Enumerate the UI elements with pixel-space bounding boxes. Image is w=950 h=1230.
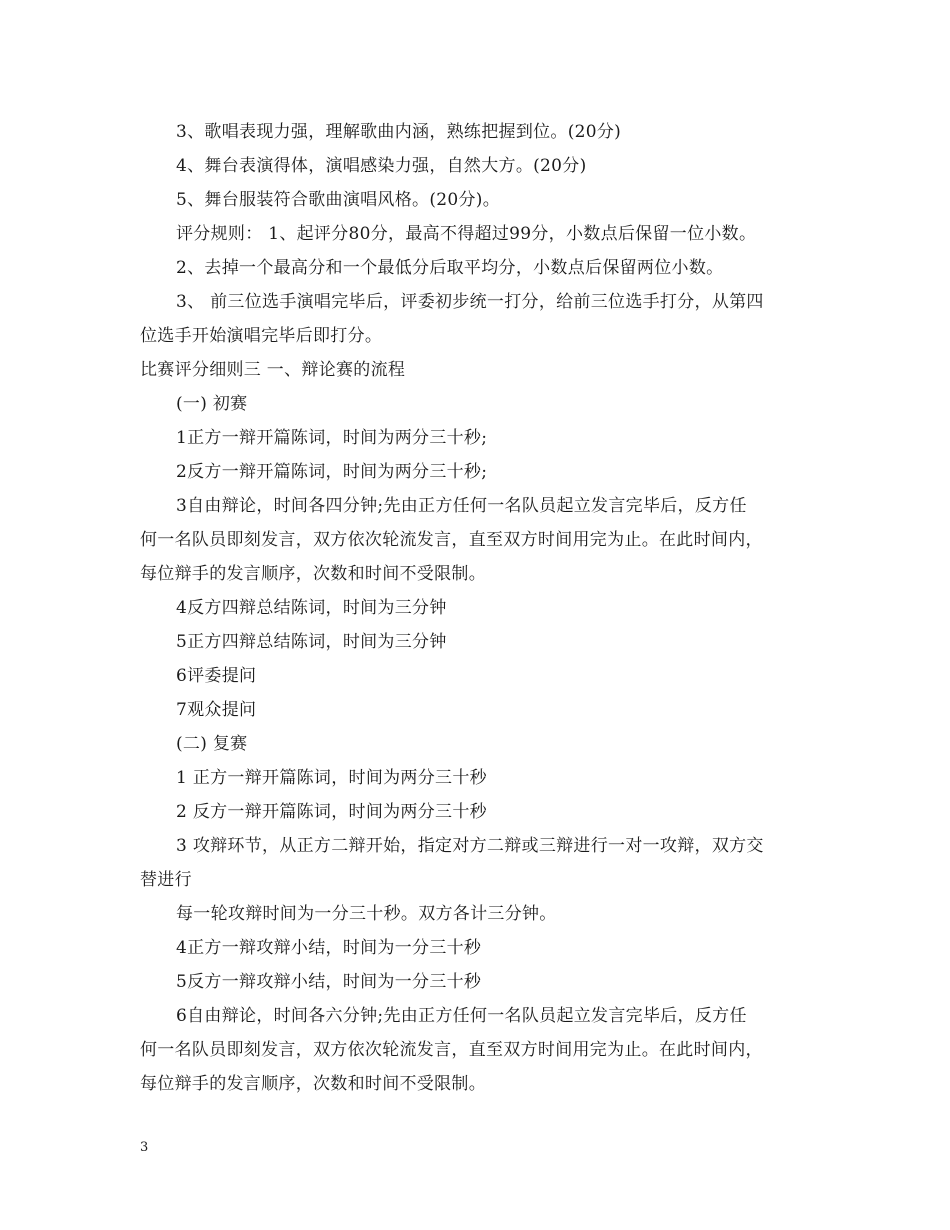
page-number: 3 bbox=[140, 1140, 149, 1155]
section-heading: 比赛评分细则三 一、辩论赛的流程 bbox=[140, 360, 406, 380]
text-line: 4反方四辩总结陈词，时间为三分钟 bbox=[176, 598, 447, 618]
subsection-heading: (二) 复赛 bbox=[176, 734, 248, 754]
text-line: 评分规则： 1、起评分80分，最高不得超过99分，小数点后保留一位小数。 bbox=[176, 224, 757, 244]
text-line: 6自由辩论，时间各六分钟;先由正方任何一名队员起立发言完毕后，反方任 bbox=[176, 1006, 747, 1026]
text-line: 3 攻辩环节，从正方二辩开始，指定对方二辩或三辩进行一对一攻辩，双方交 bbox=[176, 836, 764, 856]
text-line: 3、歌唱表现力强，理解歌曲内涵，熟练把握到位。(20分) bbox=[176, 122, 622, 142]
text-line: 每位辩手的发言顺序，次数和时间不受限制。 bbox=[140, 564, 486, 584]
text-line: 5、舞台服装符合歌曲演唱风格。(20分)。 bbox=[176, 190, 501, 210]
text-line: 2、去掉一个最高分和一个最低分后取平均分，小数点后保留两位小数。 bbox=[176, 258, 724, 278]
text-line: 每一轮攻辩时间为一分三十秒。双方各计三分钟。 bbox=[176, 904, 557, 924]
text-line: 1正方一辩开篇陈词，时间为两分三十秒; bbox=[176, 428, 488, 448]
text-line: 3、 前三位选手演唱完毕后，评委初步统一打分，给前三位选手打分，从第四 bbox=[176, 292, 764, 312]
text-line: 6评委提问 bbox=[176, 666, 257, 686]
text-line: 位选手开始演唱完毕后即打分。 bbox=[140, 326, 383, 346]
text-line: 何一名队员即刻发言，双方依次轮流发言，直至双方时间用完为止。在此时间内， bbox=[140, 530, 763, 550]
text-line: 2反方一辩开篇陈词，时间为两分三十秒; bbox=[176, 462, 488, 482]
text-line: 4、舞台表演得体，演唱感染力强，自然大方。(20分) bbox=[176, 156, 587, 176]
text-line: 何一名队员即刻发言，双方依次轮流发言，直至双方时间用完为止。在此时间内， bbox=[140, 1040, 763, 1060]
text-line: 5反方一辩攻辩小结，时间为一分三十秒 bbox=[176, 972, 482, 992]
text-line: 1 正方一辩开篇陈词，时间为两分三十秒 bbox=[176, 768, 487, 788]
text-line: 每位辩手的发言顺序，次数和时间不受限制。 bbox=[140, 1074, 486, 1094]
text-line: 7观众提问 bbox=[176, 700, 257, 720]
text-line: 2 反方一辩开篇陈词，时间为两分三十秒 bbox=[176, 802, 487, 822]
text-line: 3自由辩论，时间各四分钟;先由正方任何一名队员起立发言完毕后，反方任 bbox=[176, 496, 747, 516]
text-line: 5正方四辩总结陈词，时间为三分钟 bbox=[176, 632, 447, 652]
text-line: 4正方一辩攻辩小结，时间为一分三十秒 bbox=[176, 938, 482, 958]
subsection-heading: (一) 初赛 bbox=[176, 394, 248, 414]
text-line: 替进行 bbox=[140, 870, 192, 890]
